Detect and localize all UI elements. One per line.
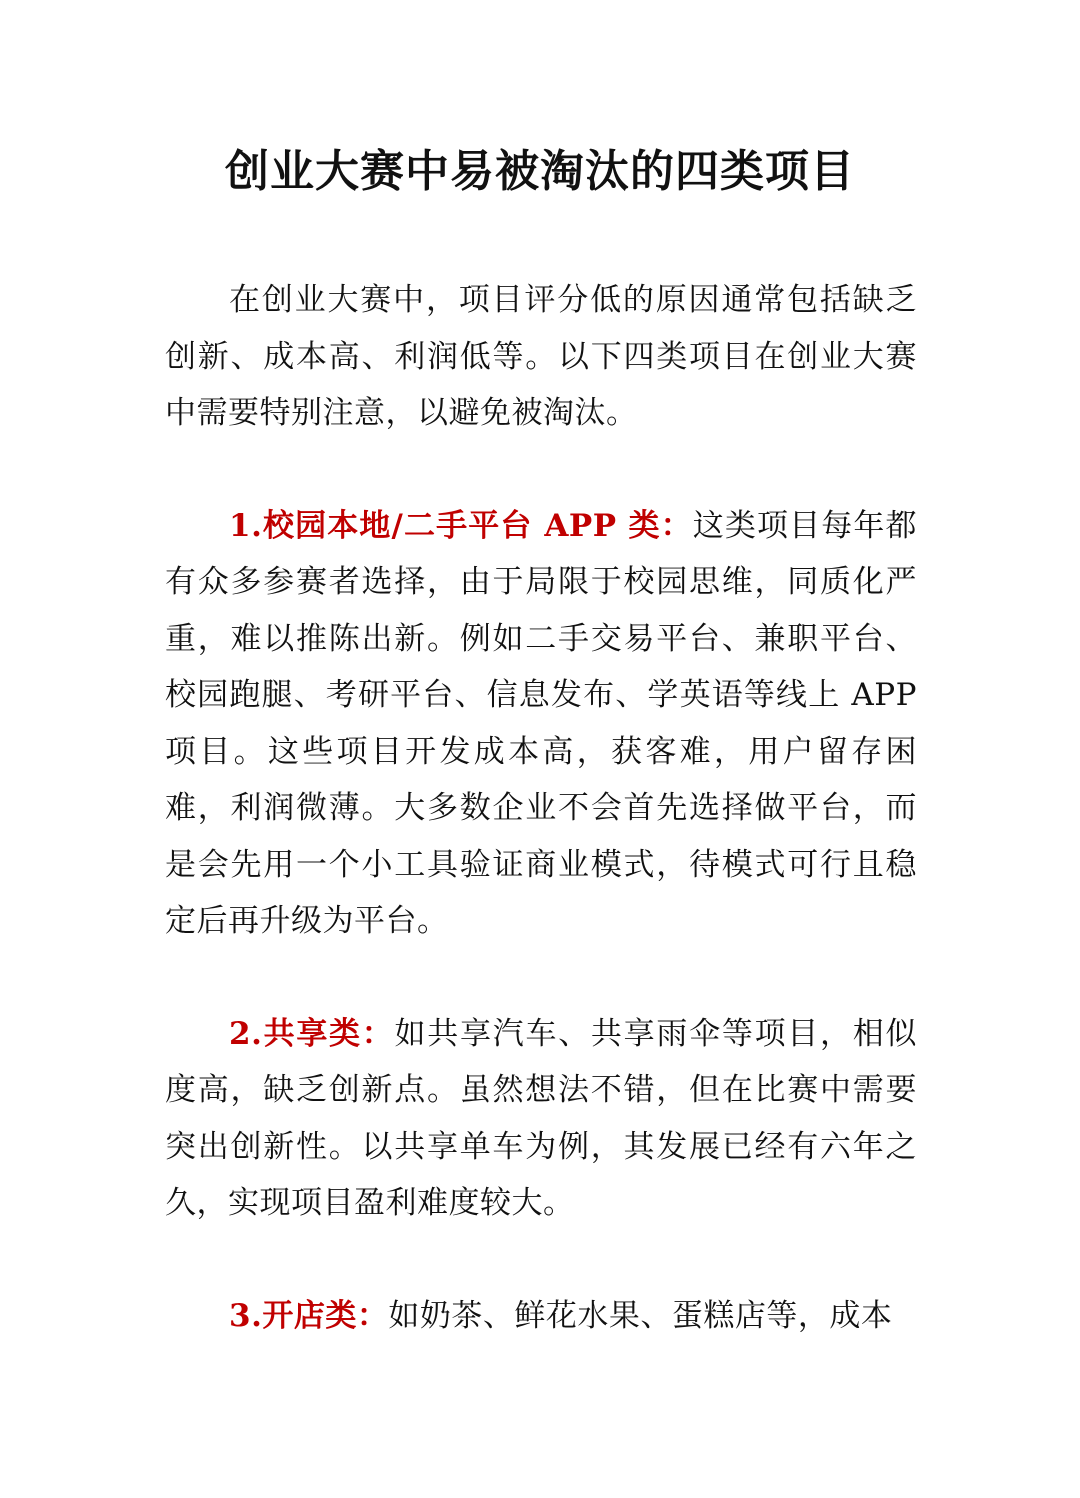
document-title: 创业大赛中易被淘汰的四类项目: [225, 146, 855, 197]
section-paragraph-3: [165, 1288, 917, 1345]
section-heading-1: 1.校园本地/二手平台 APP 类：: [229, 507, 693, 544]
section-heading-2: 2.共享类：: [229, 1015, 395, 1052]
section-paragraph-2: [165, 1006, 917, 1232]
section-body-2: 如共享汽车、共享雨伞等项目，相似度高，缺乏创新点。虽然想法不错，但在比赛中需要突出创新性。以共享单车为例，其发展已经有六年之久，实现项目盈利难度较大。: [165, 1015, 917, 1221]
intro-paragraph: 在创业大赛中，项目评分低的原因通常包括缺乏创新、成本高、利润低等。以下四类项目在创业大赛中需要特别注意，以避免被淘汰。: [165, 282, 917, 431]
section-heading-3: 3.开店类：: [229, 1297, 389, 1334]
section-body-1: 这类项目每年都有众多参赛者选择，由于局限于校园思维，同质化严重，难以推陈出新。例如二手交易平台、兼职平台、校园跑腿、考研平台、信息发布、学英语等线上 APP 项目。这些项目开发成本高，获客难，用户留存困难，利润微薄。大多数企业不会首先选择做平台，而是会先用一个小工具验证商业模式，待模式可行且稳定后再升级为平台。: [165, 507, 917, 939]
section-body-3: 如奶茶、鲜花水果、蛋糕店等，成本: [388, 1297, 893, 1334]
document-body: [165, 272, 917, 1344]
section-paragraph-1: [165, 498, 917, 950]
